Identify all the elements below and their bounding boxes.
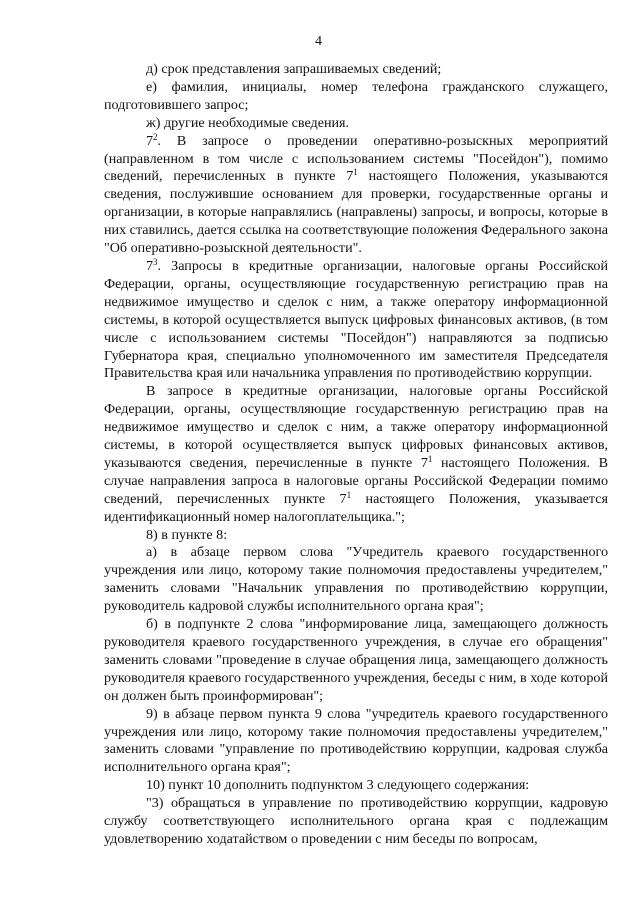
document-body <box>104 61 608 849</box>
paragraph-item-8: 8) в пункте 8: <box>146 526 228 543</box>
page-number: 4 <box>315 34 322 49</box>
clause-number: 7 <box>146 257 154 274</box>
paragraph-item-d: д) срок представления запрашиваемых сведений; <box>146 61 442 77</box>
paragraph-item-10: 10) пункт 10 дополнить подпунктом 3 следующего содержания: <box>146 777 530 794</box>
paragraph-text: . В запросе о проведении оперативно-розыскных мероприятий (направленном в том числе с использованием системы "Посейдон"), помимо сведений, перечисленных в пункте 7 <box>104 132 608 185</box>
clause-number: 7 <box>146 132 154 149</box>
paragraph-text: В запросе в кредитные организации, налоговые органы Российской Федерации, органы, осуществляющие государственную регистрацию прав на недвижимое имущество и сделок с ним, а также оператору информационной системы, в которой осуществляется выпуск цифровых финансовых активов, указываются сведения, перечисленные в пункте 7 <box>104 383 608 471</box>
paragraph-item-10-3: "3) обращаться в управление по противодействию коррупции, кадровую службу соответствующего исполнительного органа края с подлежащим удовлетворению ходатайством о проведении с ним беседы по вопросам, <box>104 795 608 847</box>
paragraph-clause-7-2 <box>104 133 608 258</box>
reference-superscript: 1 <box>353 167 358 178</box>
paragraph-clause-7-3 <box>104 258 608 383</box>
paragraph-item-8a: а) в абзаце первом слова "Учредитель краевого государственного учреждения или лицо, которому такие полномочия предоставлены учредителем," заменить словами "Начальник управления по противодействию коррупции, руководитель кадровой службы исполнительного органа края"; <box>104 544 608 615</box>
paragraph-item-8b: б) в подпункте 2 слова "информирование лица, замещающего должность руководителя краевого государственного учреждения, в случае его обращения" заменить словами "проведение в случае обращения лица, замещающего должность руководителя краевого государственного учреждения, беседы с ним, в ходе которой он должен быть проинформирован"; <box>104 616 608 704</box>
clause-superscript: 2 <box>153 131 158 142</box>
paragraph-item-e: е) фамилия, инициалы, номер телефона гражданского служащего, подготовившего запрос; <box>104 78 608 113</box>
reference-superscript-2: 1 <box>346 489 352 500</box>
paragraph-item-zh: ж) другие необходимые сведения. <box>146 114 350 131</box>
paragraph-text-end: настоящего Положения, указывается идентификационный номер налогоплательщика."; <box>104 490 608 525</box>
paragraph-text-continued: настоящего Положения. В случае направления запроса в налоговые органы Российской Федерации помимо сведений, перечисленных пункте 7 <box>104 454 608 507</box>
paragraph-text-continued: настоящего Положения, указываются сведения, послужившие основанием для проверки, государственные органы и организации, в которые направлялись (направлены) запросы, и вопросы, которые в них ставились, дается ссылка на соответствующие положения Федерального закона "Об оперативно-розыскной деятельности". <box>104 168 608 257</box>
reference-superscript: 1 <box>427 453 433 464</box>
paragraph-request-content <box>104 383 608 526</box>
clause-superscript: 3 <box>153 256 158 267</box>
paragraph-text: . Запросы в кредитные организации, налоговые органы Российской Федерации, органы, осуществляющие государственную регистрацию прав на недвижимое имущество и сделок с ним, а также оператору информационной системы, в которой осуществляется выпуск цифровых финансовых активов, (в том числе с использованием системы "Посейдон") направляются за подписью Губернатора края, специально уполномоченного им заместителя Председателя Правительства края или начальника управления по противодействию коррупции. <box>104 257 608 382</box>
paragraph-item-9: 9) в абзаце первом пункта 9 слова "учредитель краевого государственного учреждения или лицо, которому такие полномочия предоставлены учредителем," заменить словами "управление по противодействию коррупции, кадровая служба исполнительного органа края"; <box>104 705 608 776</box>
